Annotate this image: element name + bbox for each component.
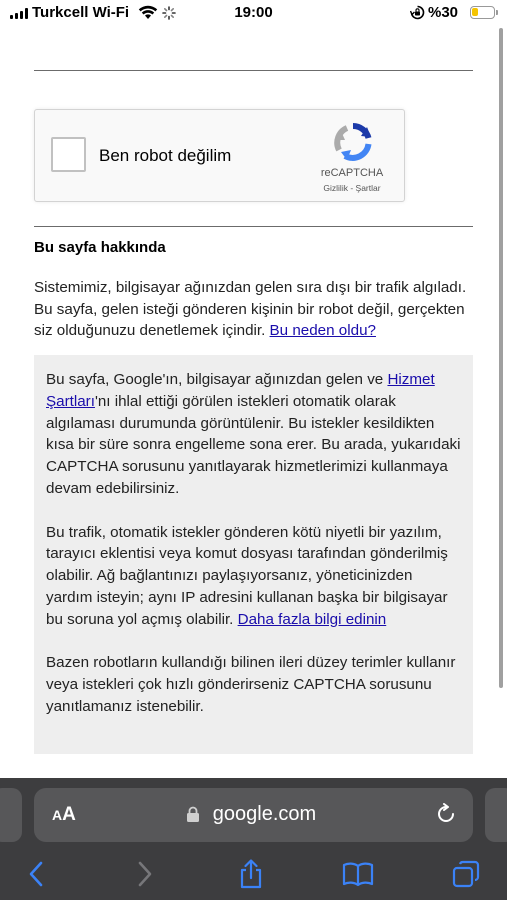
tabs-icon <box>452 860 480 888</box>
clock: 19:00 <box>234 4 273 21</box>
learn-more-link[interactable]: Daha fazla bilgi edinin <box>237 610 387 628</box>
battery-percentage: %30 <box>428 4 459 21</box>
terms-link[interactable]: Şartlar <box>355 183 381 193</box>
reload-icon[interactable] <box>435 803 457 825</box>
privacy-link[interactable]: Gizlilik <box>323 183 348 193</box>
about-title: Bu sayfa hakkında <box>34 239 166 256</box>
tabs-button[interactable] <box>446 858 486 890</box>
recaptcha-links <box>307 183 397 193</box>
recaptcha-brand: reCAPTCHA <box>320 167 384 179</box>
status-bar <box>0 0 507 26</box>
recaptcha-widget <box>34 109 405 202</box>
next-tab-peek[interactable] <box>485 788 507 842</box>
share-button[interactable] <box>231 858 271 890</box>
recaptcha-logo-icon <box>333 122 373 162</box>
text-size-small: A <box>52 807 63 823</box>
forward-button[interactable] <box>125 858 165 890</box>
forward-icon <box>137 861 153 887</box>
about-text <box>34 277 476 342</box>
info-box <box>34 355 473 754</box>
about-paragraph: Sistemimiz, bilgisayar ağınızdan gelen sıra dışı bir trafik algıladı. Bu sayfa, gelen isteği gönderen kişinin bir robot değil, gerçekten siz olduğunuzu denetlemek içindir. <box>34 279 467 339</box>
back-icon <box>28 861 44 887</box>
info-paragraph-1 <box>46 369 462 500</box>
info-text: Bu trafik, otomatik istekler gönderen kötü niyetli bir yazılım, tarayıcı eklentisi veya komut dosyası tarafından gönderilmiş olabilir. Ağ bağlantınızı paylaşıyorsanız, yöneticinizden yardım isteyin; aynı IP adresini kullanan başka bir bilgisayar bu soruna yol açmış olabilir. <box>46 523 448 628</box>
divider-middle <box>34 226 473 227</box>
text-size-large: A <box>62 804 76 825</box>
info-text: Bu sayfa, Google'ın, bilgisayar ağınızdan gelen ve <box>46 371 388 388</box>
robot-checkbox[interactable] <box>51 137 86 172</box>
cellular-signal-icon <box>10 8 28 19</box>
previous-tab-peek[interactable] <box>0 788 22 842</box>
info-text: 'nı ihlal ettiği görülen istekleri otomatik olarak algılaması durumunda görüntülenir. Bu istekler kesildikten kısa bir süre sonra engelleme sona erer. Bu arada, yukarıdaki CAPTCHA sorusunu yanıtlayarak hizmetlerimizi kullanmaya devam edebilirsiniz. <box>46 392 461 497</box>
info-paragraph-3: Bazen robotların kullandığı bilinen ileri düzey terimler kullanır veya istekleri çok hızlı gönderirseniz CAPTCHA sorusunu yanıtlamanız istenebilir. <box>46 654 456 715</box>
terms-of-service-link[interactable]: Hizmet Şartları <box>46 371 435 410</box>
bookmarks-icon <box>342 861 374 887</box>
info-paragraph-2 <box>46 522 462 631</box>
page-scrollbar[interactable] <box>499 28 503 688</box>
wifi-icon <box>138 5 158 20</box>
url-text[interactable]: google.com <box>212 803 317 825</box>
why-link[interactable]: Bu neden oldu? <box>269 322 376 339</box>
robot-checkbox-label[interactable]: Ben robot değilim <box>99 146 232 165</box>
carrier-name: Turkcell Wi-Fi <box>32 4 130 21</box>
address-bar[interactable] <box>34 788 473 842</box>
loading-spinner-icon <box>162 6 176 20</box>
back-button[interactable] <box>16 858 56 890</box>
bookmarks-button[interactable] <box>338 858 378 890</box>
link-separator: - <box>347 183 356 193</box>
battery-icon <box>470 6 495 19</box>
orientation-lock-icon <box>410 5 425 20</box>
divider-top <box>34 70 473 71</box>
share-icon <box>238 859 264 889</box>
